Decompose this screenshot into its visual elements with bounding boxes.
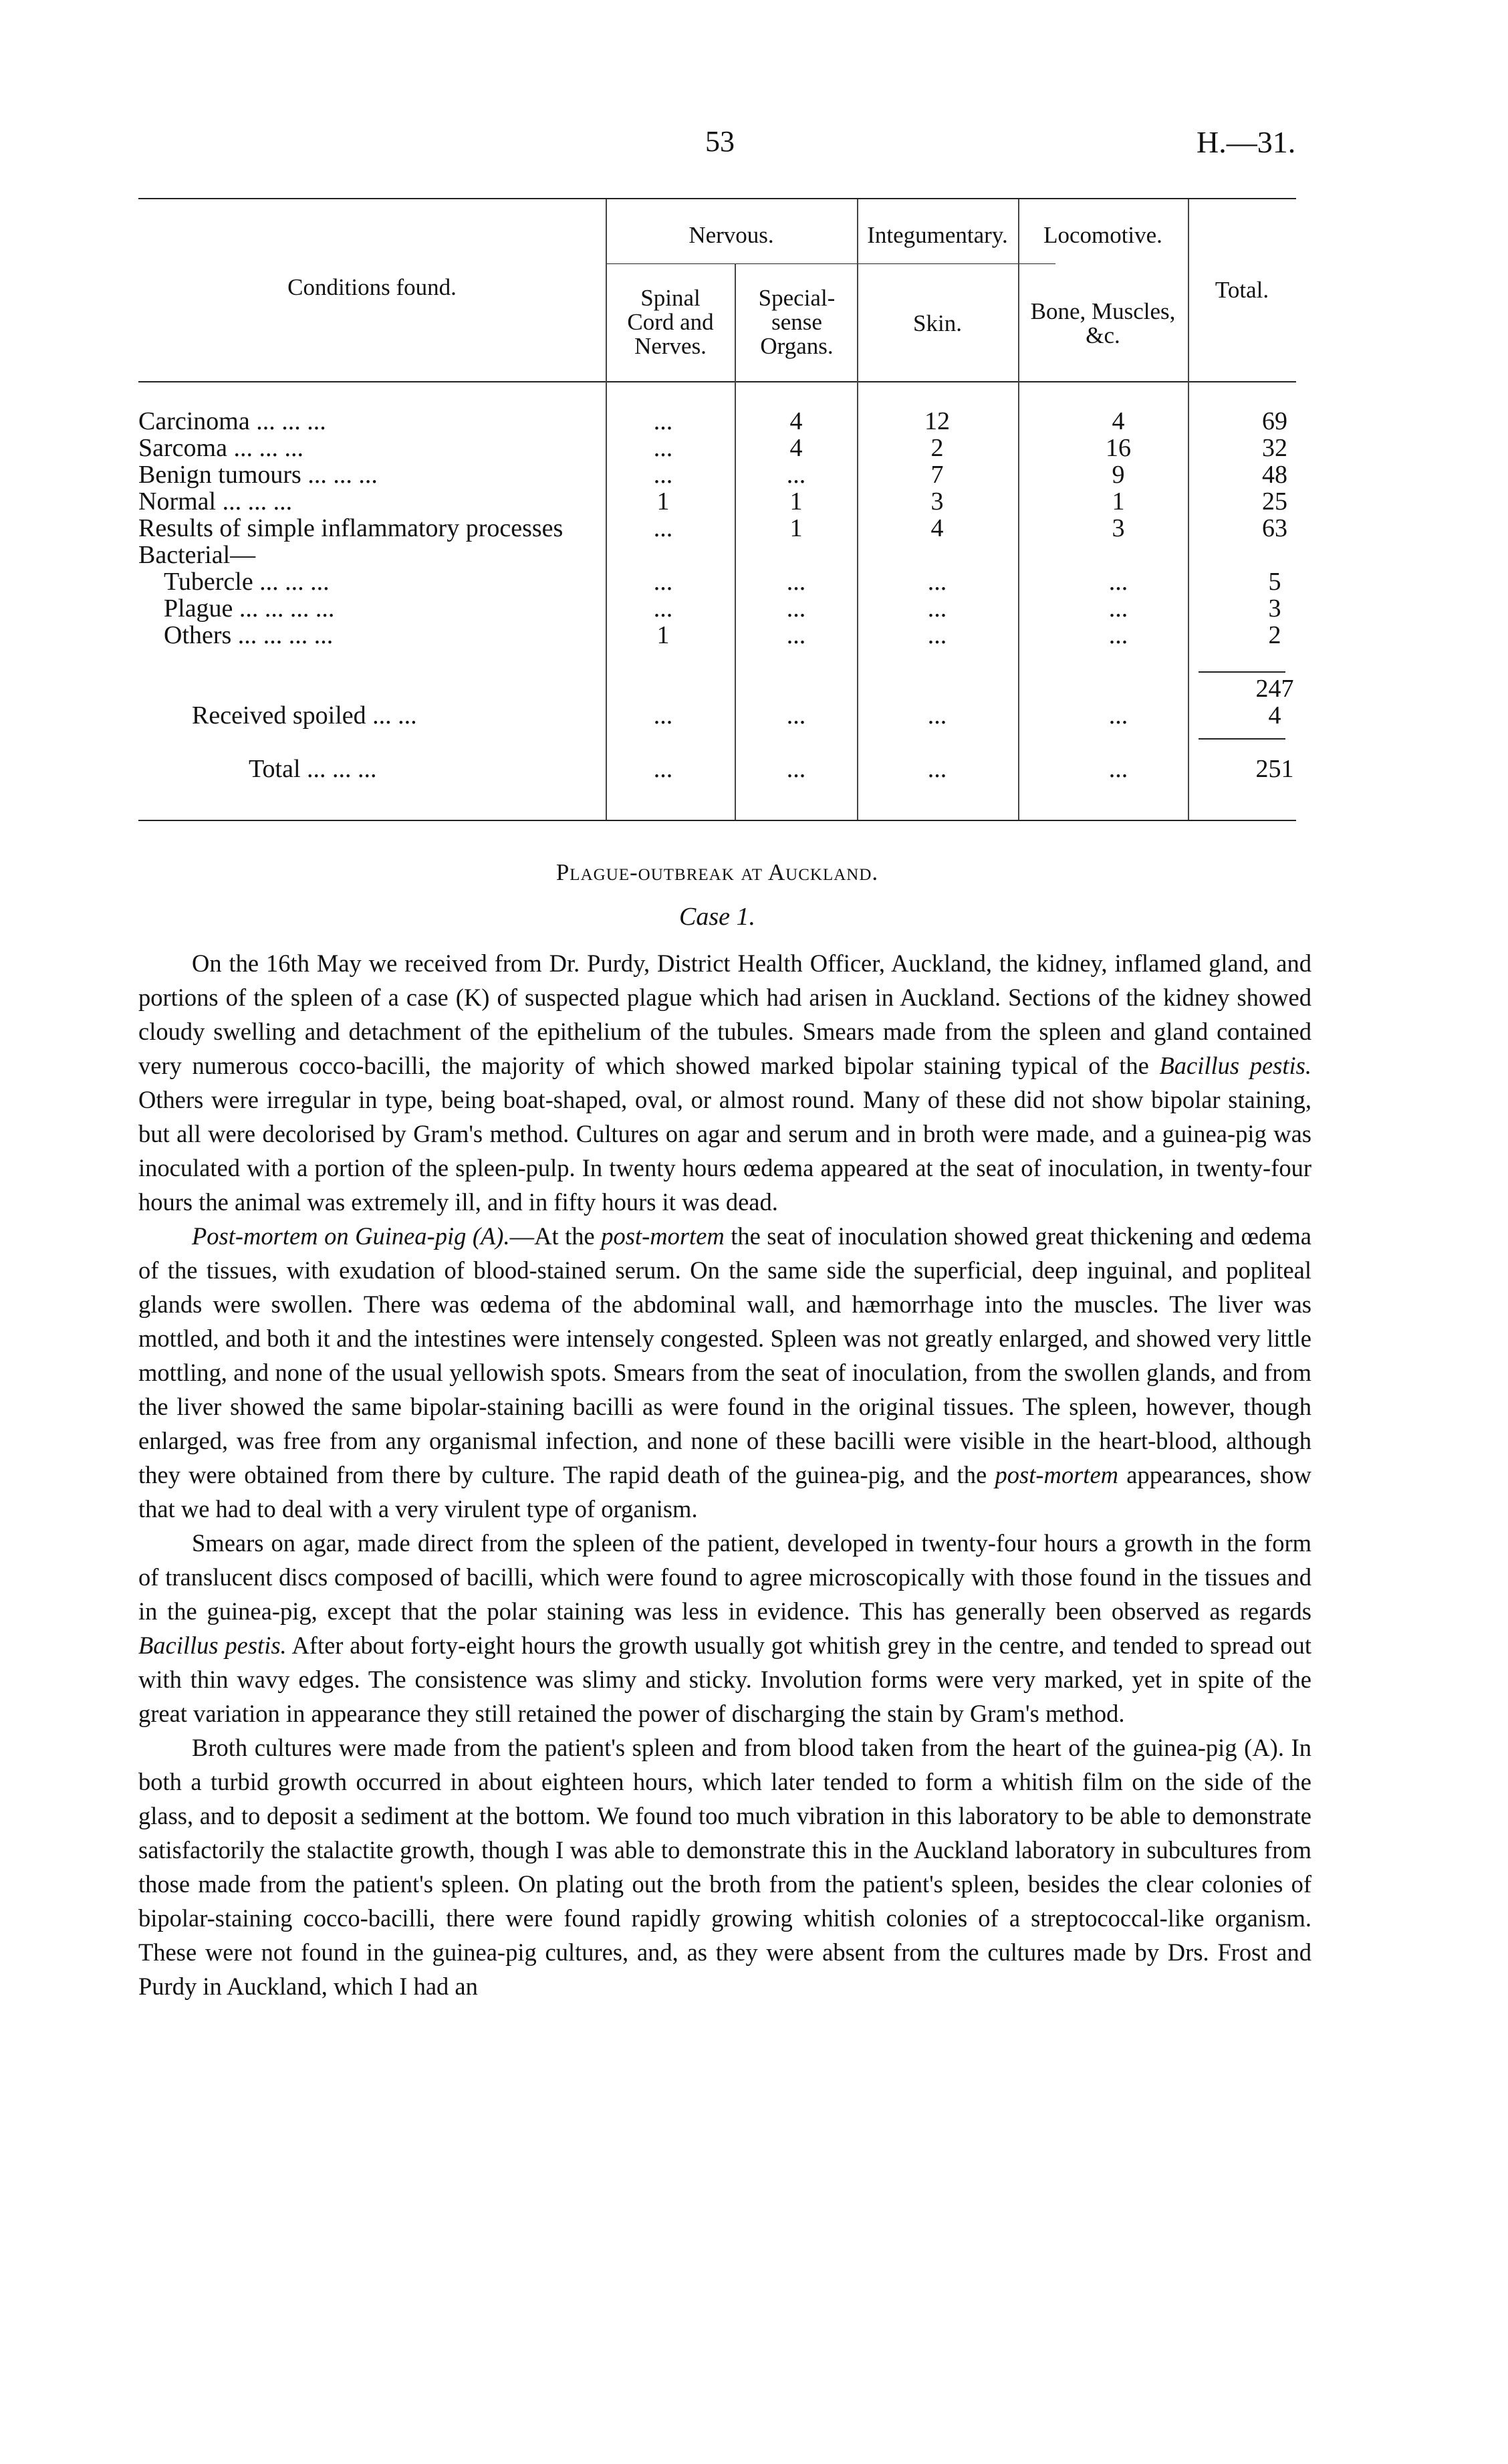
skin-cell: 7 (930, 461, 944, 489)
paragraph (138, 1526, 1311, 1730)
special-cell: 4 (789, 407, 803, 435)
group-rule (606, 263, 1055, 264)
spinal-cell: 1 (656, 621, 670, 649)
article-body (138, 946, 1311, 2003)
table-row (138, 488, 1296, 515)
group-nervous-header: Nervous. (688, 222, 774, 248)
row-label: Benign tumours ... ... ... (138, 461, 378, 489)
skin-cell: ... (927, 701, 947, 730)
spinal-cell: ... (653, 594, 673, 623)
total-cell: 5 (1268, 568, 1281, 596)
total-cell: 63 (1262, 514, 1287, 542)
row-label: Carcinoma ... ... ... (138, 407, 326, 435)
bone-cell: 9 (1112, 461, 1125, 489)
paragraph (138, 1219, 1311, 1526)
table-row (138, 622, 1296, 649)
row-label: Normal ... ... ... (138, 487, 293, 516)
spinal-cord-header: Spinal Cord and Nerves. (627, 285, 714, 359)
row-label: Results of simple inflammatory processes (138, 514, 563, 542)
subtotal-rule (1199, 671, 1285, 673)
skin-cell: ... (927, 594, 947, 623)
row-label: Received spoiled ... ... (192, 701, 417, 730)
special-cell: ... (786, 461, 806, 489)
row-label: Tubercle ... ... ... (164, 568, 330, 596)
conditions-found-header: Conditions found. (287, 274, 457, 300)
subtotal-cell: 247 (1255, 675, 1294, 703)
paragraph (138, 1730, 1311, 2003)
table-row (138, 461, 1296, 488)
received-spoiled-row (138, 702, 1296, 729)
paragraph (138, 946, 1311, 1219)
spinal-cell: 1 (656, 487, 670, 516)
total-cell: 4 (1268, 701, 1281, 730)
paragraph-text: Others were irregular in type, being boat-shaped, oval, or almost round. Many of these did not show bipolar staining, but all were decolorised by Gram's method. Cultures on agar and serum and in broth were made, and a guinea-pig was inoculated with a portion of the spleen-pulp. In twenty hours œdema appeared at the seat of inoculation, in twenty-four hours the animal was extremely ill, and in fifty hours it was dead. (138, 1086, 1311, 1216)
spinal-cell: ... (653, 755, 673, 783)
skin-cell: 3 (930, 487, 944, 516)
total-cell: 32 (1262, 434, 1287, 462)
total-cell: 48 (1262, 461, 1287, 489)
total-rule (1199, 738, 1285, 740)
spinal-cell: ... (653, 701, 673, 730)
page-header (0, 124, 1508, 164)
spinal-cell: ... (653, 461, 673, 489)
row-label: Total ... ... ... (249, 755, 377, 783)
special-cell: 1 (789, 487, 803, 516)
special-sense-header: Special-sense Organs. (758, 285, 836, 359)
special-cell: 4 (789, 434, 803, 462)
paragraph-text: the seat of inoculation showed great thickening and œdema of the tissues, with exudation of blood-stained serum. On the same side the superficial, deep inguinal, and popliteal glands were swollen. There was œdema of the abdominal wall, and hæmorrhage into the muscles. The liver was mottled, and both it and the intestines were intensely congested. Spleen was not greatly enlarged, and showed very little mottling, and none of the usual yellowish spots. Smears from the seat of inoculation, from the swollen glands, and from the liver showed the same bipolar-staining bacilli as were found in the original tissues. The spleen, however, though enlarged, was free from any organismal infection, and none of these bacilli were visible in the heart-blood, although they were obtained from there by culture. The rapid death of the guinea-pig, and the (138, 1222, 1312, 1488)
italic-term: post-mortem (995, 1461, 1118, 1488)
bone-cell: ... (1108, 621, 1128, 649)
spinal-cell: ... (653, 514, 673, 542)
group-integumentary-header: Integumentary. (867, 222, 1008, 248)
row-label: Sarcoma ... ... ... (138, 434, 303, 462)
paragraph-text: Broth cultures were made from the patient's spleen and from blood taken from the heart of the guinea-pig (A). In both a turbid growth occurred in about eighteen hours, which later tended to form a whitish film on the side of the glass, and to deposit a sediment at the bottom. We found too much vibration in this laboratory to be able to demonstrate satisfactorily the stalactite growth, though I was able to demonstrate this in the Auckland laboratory in subcultures from those made from the patient's spleen. On plating out the broth from the patient's spleen, besides the clear colonies of bipolar-staining cocco-bacilli, there were found rapidly growing whitish colonies of a streptococcal-like organism. These were not found in the guinea-pig cultures, and, as they were absent from the cultures made by Drs. Frost and Purdy in Auckland, which I had an (138, 1734, 1311, 2000)
total-cell: 2 (1268, 621, 1281, 649)
total-cell: 69 (1262, 407, 1287, 435)
table-row (138, 568, 1296, 595)
italic-heading: Post-mortem on Guinea-pig (A). (192, 1222, 510, 1250)
table-row (138, 408, 1296, 435)
grand-total-row (138, 756, 1296, 782)
skin-cell: 4 (930, 514, 944, 542)
special-cell: ... (786, 701, 806, 730)
row-label: Plague ... ... ... ... (164, 594, 335, 623)
bone-cell: ... (1108, 568, 1128, 596)
conditions-table (138, 198, 1296, 821)
spinal-cell: ... (653, 568, 673, 596)
spinal-cell: ... (653, 407, 673, 435)
italic-term: Bacillus pestis. (138, 1632, 287, 1659)
table-row (138, 515, 1296, 542)
section-title: Plague-outbreak at Auckland. (555, 859, 879, 885)
total-cell: 3 (1268, 594, 1281, 623)
bone-cell: 16 (1106, 434, 1131, 462)
page-number: 53 (705, 125, 735, 158)
table-row (138, 435, 1296, 461)
special-cell: ... (786, 755, 806, 783)
special-cell: ... (786, 594, 806, 623)
paragraph-text: —At the (509, 1222, 602, 1250)
paragraph-text: On the 16th May we received from Dr. Purdy, District Health Officer, Auckland, the kidney, inflamed gland, and portions of the spleen of a case (K) of suspected plague which had arisen in Auckland. Sections of the kidney showed cloudy swelling and detachment of the epithelium of the tubules. Smears made from the spleen and gland contained very numerous cocco-bacilli, the majority of which showed marked bipolar staining typical of the (138, 949, 1311, 1079)
bone-cell: 4 (1112, 407, 1125, 435)
special-cell: ... (786, 568, 806, 596)
total-cell: 25 (1262, 487, 1287, 516)
paragraph-text: After about forty-eight hours the growth usually got whitish grey in the centre, and tended to spread out with thin wavy edges. The consistence was slimy and sticky. Involution forms were very marked, yet in spite of the great variation in appearance they still retained the power of discharging the stain by Gram's method. (138, 1632, 1311, 1727)
italic-term: Bacillus pestis. (1159, 1052, 1311, 1079)
special-cell: ... (786, 621, 806, 649)
special-cell: 1 (789, 514, 803, 542)
italic-term: post-mortem (601, 1222, 725, 1250)
bone-cell: ... (1108, 701, 1128, 730)
total-cell: 251 (1255, 755, 1294, 783)
subtotal-row (138, 675, 1296, 702)
group-locomotive-header: Locomotive. (1043, 222, 1162, 248)
bone-cell: 3 (1112, 514, 1125, 542)
skin-cell: ... (927, 568, 947, 596)
paragraph-text: appearances, show that we had to deal with a very virulent type of organism. (138, 1461, 1311, 1523)
spinal-cell: ... (653, 434, 673, 462)
skin-cell: ... (927, 755, 947, 783)
bone-cell: ... (1108, 755, 1128, 783)
row-label: Bacterial— (138, 541, 256, 569)
header-rule (138, 381, 1296, 382)
skin-cell: ... (927, 621, 947, 649)
table-row (138, 595, 1296, 622)
case-title: Case 1. (679, 903, 755, 931)
bone-cell: ... (1108, 594, 1128, 623)
bone-muscles-header: Bone, Muscles, &c. (1030, 298, 1176, 348)
paragraph-text: Smears on agar, made direct from the spleen of the patient, developed in twenty-four hours a growth in the form of translucent discs composed of bacilli, which were found to agree microscopically with those found in the tissues and in the guinea-pig, except that the polar staining was less in evidence. This has generally been observed as regards (138, 1529, 1311, 1625)
skin-cell: 2 (930, 434, 944, 462)
skin-cell: 12 (924, 407, 950, 435)
skin-header: Skin. (913, 310, 962, 336)
row-label: Others ... ... ... ... (164, 621, 334, 649)
document-reference: H.—31. (1197, 125, 1296, 159)
table-row (138, 542, 1296, 568)
bone-cell: 1 (1112, 487, 1125, 516)
total-header: Total. (1215, 277, 1269, 303)
